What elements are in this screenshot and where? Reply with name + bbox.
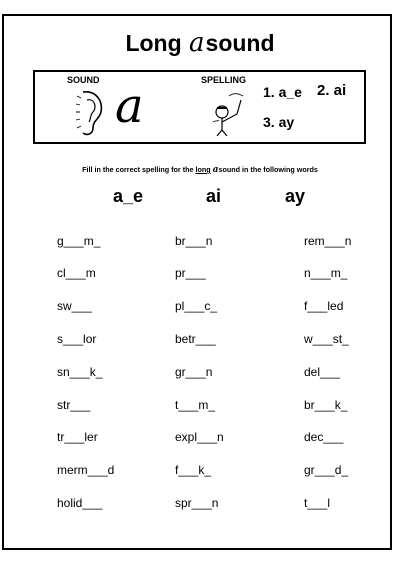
spelling-option-1: 1. a_e	[263, 84, 302, 100]
ear-icon	[73, 88, 105, 138]
word-r1-c2[interactable]: br___n	[175, 234, 213, 248]
sound-spelling-box	[33, 70, 366, 144]
word-r8-c3[interactable]: gr___d_	[304, 463, 349, 477]
word-r7-c1[interactable]: tr___ler	[57, 430, 98, 444]
word-r2-c3[interactable]: n___m_	[304, 266, 348, 280]
writing-person-icon	[207, 92, 247, 136]
sound-label: SOUND	[67, 75, 100, 85]
title-prefix: Long	[125, 30, 182, 56]
word-r9-c2[interactable]: spr___n	[175, 496, 219, 510]
word-r5-c1[interactable]: sn___k_	[57, 365, 103, 379]
word-r2-c1[interactable]: cl___m	[57, 266, 96, 280]
word-r7-c2[interactable]: expl___n	[175, 430, 224, 444]
title-cursive-letter: a	[189, 28, 205, 58]
word-r6-c1[interactable]: str___	[57, 398, 91, 412]
word-r6-c2[interactable]: t___m_	[175, 398, 216, 412]
spelling-option-2: 2. ai	[317, 82, 347, 99]
instruction-after: sound in the following words	[218, 165, 318, 174]
word-r1-c1[interactable]: g___m_	[57, 234, 101, 248]
word-r2-c2[interactable]: pr___	[175, 266, 206, 280]
word-r3-c3[interactable]: f___led	[304, 299, 344, 313]
word-r4-c1[interactable]: s___lor	[57, 332, 97, 346]
word-r9-c3[interactable]: t___l	[304, 496, 331, 510]
word-r4-c2[interactable]: betr___	[175, 332, 216, 346]
instruction-before: Fill in the correct spelling for the	[82, 165, 196, 174]
instruction-text	[0, 165, 400, 175]
word-r6-c3[interactable]: br___k_	[304, 398, 348, 412]
word-r3-c2[interactable]: pl___c_	[175, 299, 218, 313]
word-r8-c2[interactable]: f___k_	[175, 463, 212, 477]
spelling-option-3: 3. ay	[263, 114, 295, 130]
instruction-underlined: long	[195, 165, 211, 174]
word-r9-c1[interactable]: holid___	[57, 496, 103, 510]
column-heading-a_e: a_e	[113, 186, 144, 206]
word-r5-c2[interactable]: gr___n	[175, 365, 213, 379]
column-heading-ai: ai	[206, 186, 222, 206]
word-r3-c1[interactable]: sw___	[57, 299, 92, 313]
word-r5-c3[interactable]: del___	[304, 365, 341, 379]
spelling-label: SPELLING	[201, 75, 247, 85]
title-suffix: sound	[205, 30, 275, 56]
sound-symbol: a	[115, 78, 144, 134]
word-r1-c3[interactable]: rem___n	[304, 234, 352, 248]
column-heading-ay: ay	[285, 186, 306, 206]
worksheet-title	[0, 28, 400, 58]
word-r4-c3[interactable]: w___st_	[304, 332, 349, 346]
word-r8-c1[interactable]: merm___d	[57, 463, 115, 477]
word-r7-c3[interactable]: dec___	[304, 430, 344, 444]
instruction-cursive: a	[212, 165, 219, 175]
